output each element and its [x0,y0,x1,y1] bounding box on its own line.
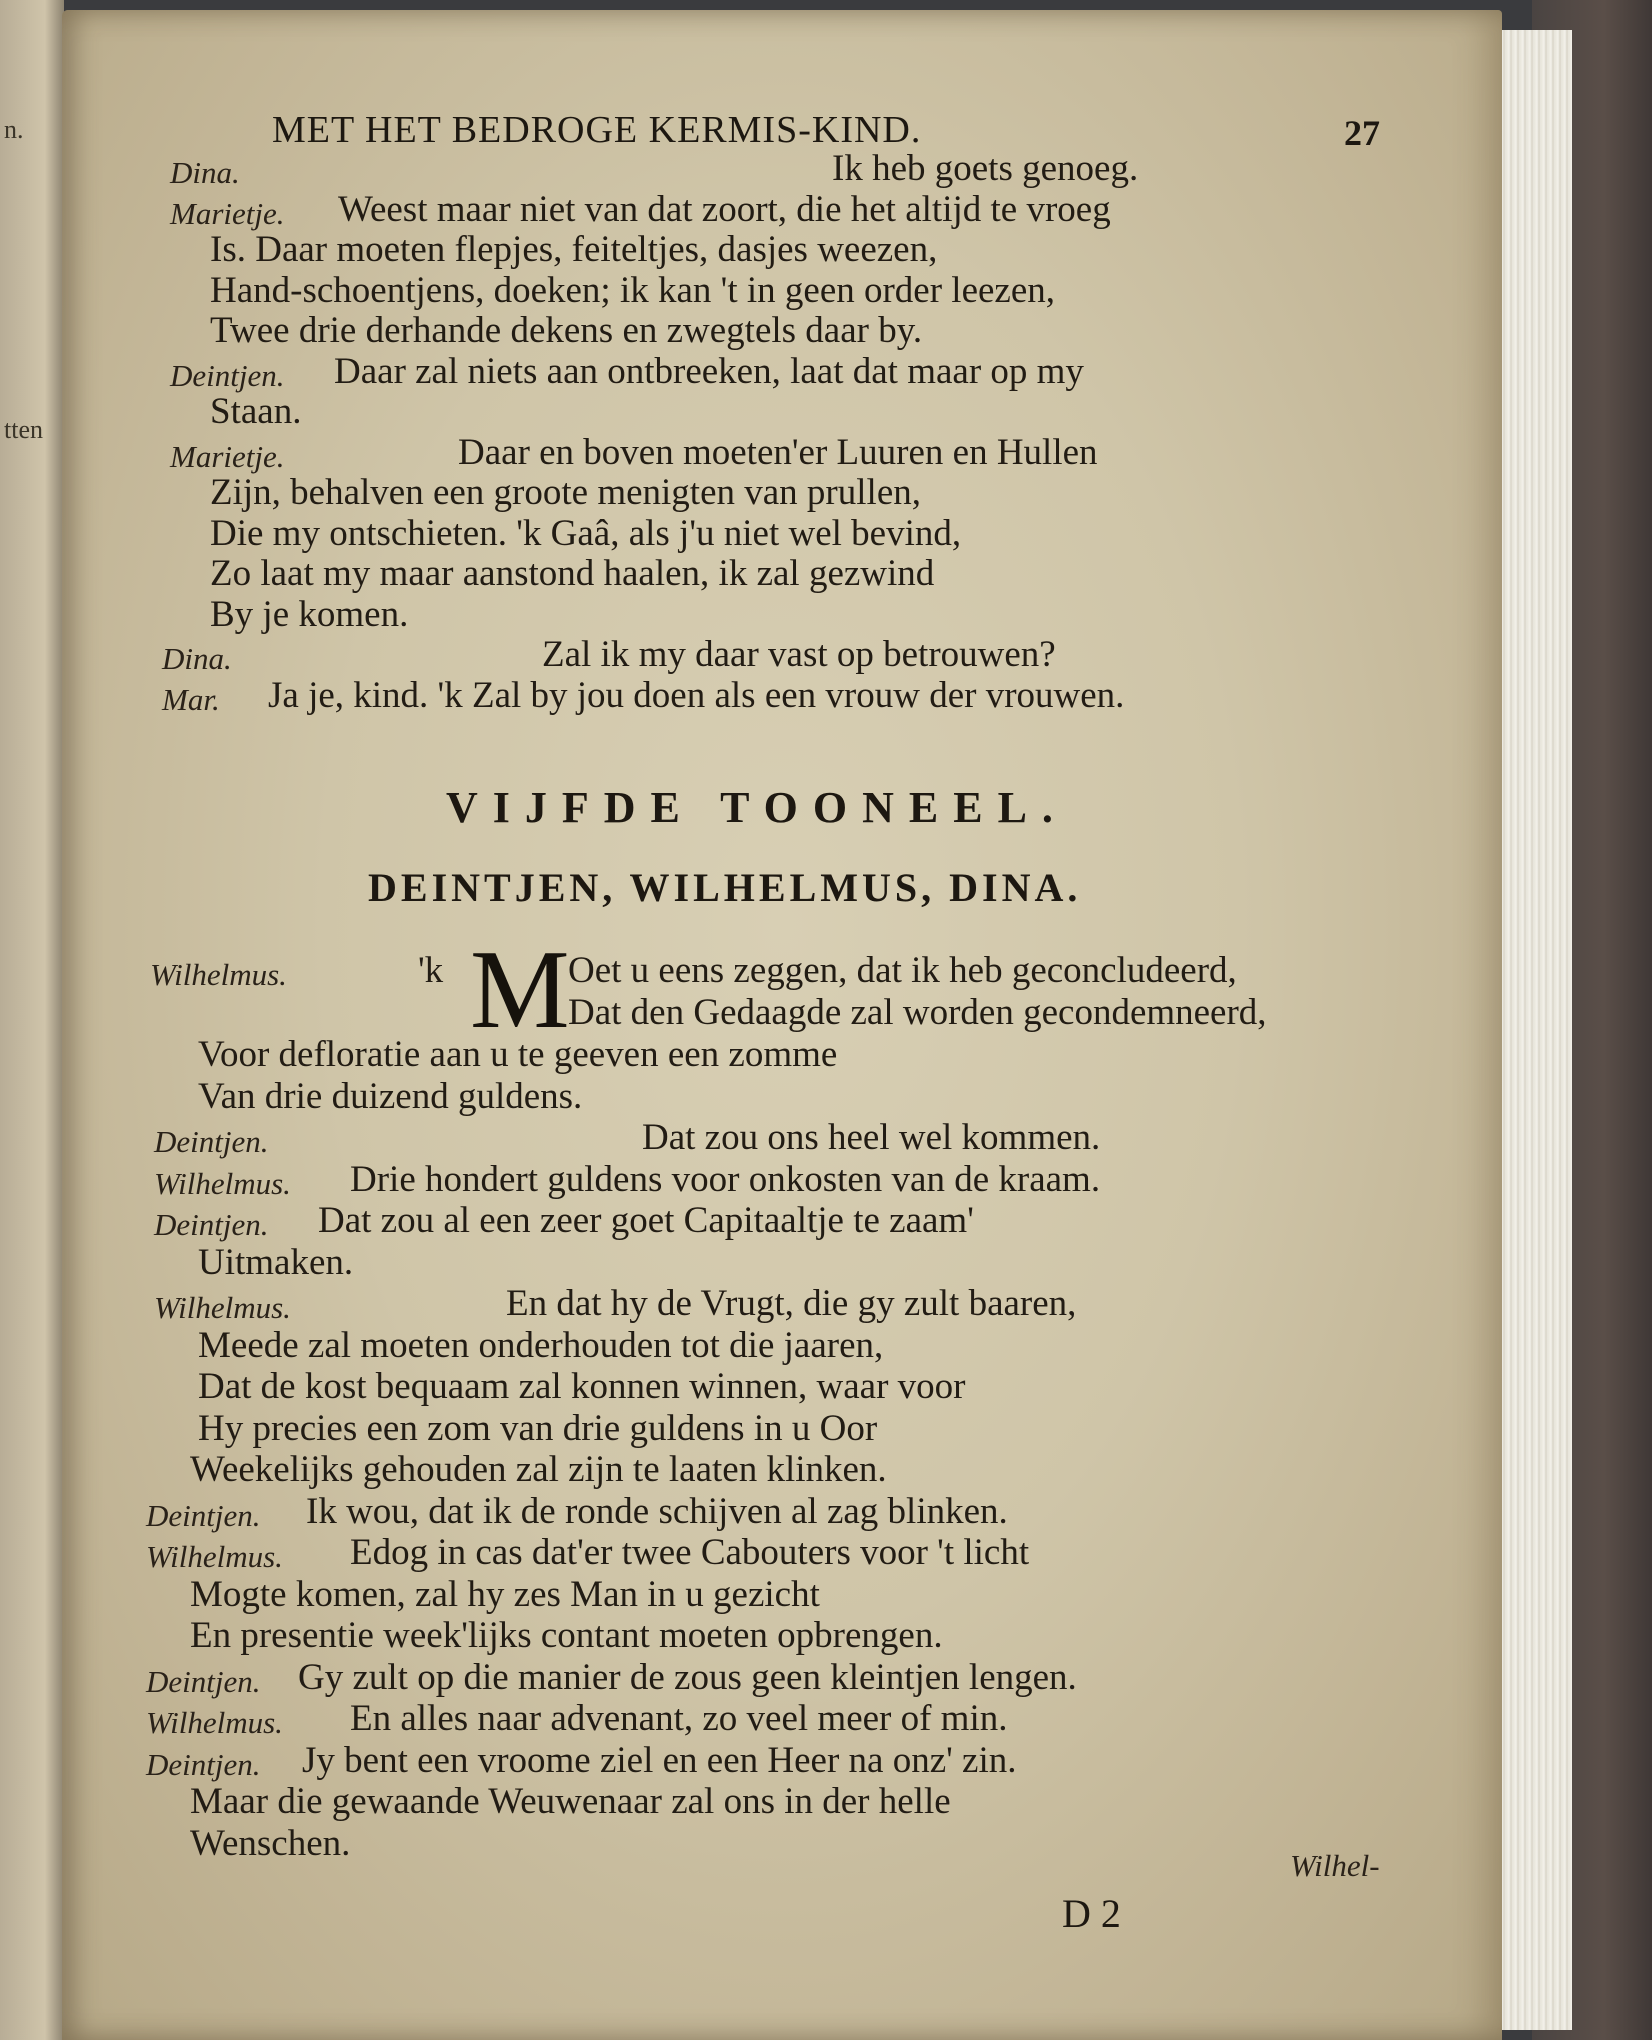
drop-cap: M [470,928,570,1052]
book-page [62,10,1502,2040]
verse-line: Wenschen. [190,1822,351,1864]
verse-line: En dat hy de Vrugt, die gy zult baaren, [506,1283,1077,1324]
opening-speaker: Wilhelmus. [150,957,287,992]
page-number: 27 [1344,113,1380,153]
verse-line: Is. Daar moeten flepjes, feiteltjes, dasjes weezen, [210,229,938,270]
speaker-name: Deintjen. [170,357,285,393]
speaker-name: Mar. [162,681,220,717]
verse-line: Maar die gewaande Weuwenaar zal ons in der helle [190,1781,951,1822]
verse-line: Ik wou, dat ik de ronde schijven al zag blinken. [306,1490,1008,1532]
speaker-name: Deintjen. [154,1124,269,1159]
speaker-name: Wilhelmus. [146,1539,283,1574]
speaker-name: Dina. [170,155,240,190]
verse-line: Dat zou ons heel wel kommen. [642,1117,1101,1158]
verse-line: By je komen. [210,593,409,635]
verse-line: Jy bent een vroome ziel en een Heer na onz' zin. [302,1739,1017,1781]
verse-line: Uitmaken. [198,1241,354,1283]
verse-line: Zo laat my maar aanstond haalen, ik zal gezwind [210,553,935,594]
verse-line: Edog in cas dat'er twee Cabouters voor 't licht [350,1532,1030,1573]
left-page-fragment: tten [4,415,43,444]
verse-line: Hand-schoentjens, doeken; ik kan 't in geen order leezen, [210,269,1056,311]
verse-line: Die my ontschieten. 'k Gaâ, als j'u niet wel bevind, [210,512,962,554]
opening-line-1: Oet u eens zeggen, dat ik heb geconcludeerd, [568,950,1237,991]
verse-line: Hy precies een zom van drie guldens in u Oor [198,1407,878,1449]
opening-prefix: 'k [418,950,444,991]
speaker-name: Deintjen. [154,1207,269,1242]
speaker-name: Marietje. [170,438,285,474]
verse-line: Daar zal niets aan ontbreeken, laat dat maar op my [334,350,1084,392]
verse-line: Van drie duizend guldens. [198,1075,583,1117]
catchword: Wilhel- [1290,1848,1380,1883]
scene-title: VIJFDE TOONEEL. [446,783,1068,832]
verse-line: Gy zult op die manier de zous geen kleintjen lengen. [298,1656,1077,1698]
verse-line: Weest maar niet van dat zoort, die het altijd te vroeg [338,188,1111,230]
verse-line: Zal ik my daar vast op betrouwen? [542,634,1056,675]
speaker-name: Marietje. [170,195,285,231]
left-page-fragment [4,260,60,410]
verse-line: Zijn, behalven een groote menigten van prullen, [210,472,921,513]
verse-line: Daar en boven moeten'er Luuren en Hullen [458,431,1098,473]
left-page-edge [0,0,64,2040]
speaker-name: Dina. [162,641,232,676]
verse-line: Twee drie derhande dekens en zwegtels daar by. [210,310,923,351]
opening-line-2: Dat den Gedaagde zal worden gecondemneerd, [568,992,1267,1033]
speaker-name: Wilhelmus. [146,1705,283,1740]
speaker-name: Wilhelmus. [154,1290,291,1325]
verse-line: En presentie week'lijks contant moeten opbrengen. [190,1615,943,1656]
verse-line: Ik heb goets genoeg. [832,148,1139,189]
verse-line: Drie hondert guldens voor onkosten van de kraam. [350,1158,1101,1200]
verse-line: Staan. [210,391,302,432]
verse-line: En alles naar advenant, zo veel meer of min. [350,1698,1008,1739]
speaker-name: Deintjen. [146,1663,261,1699]
speaker-name: Deintjen. [146,1746,261,1782]
page-edges [1490,30,1572,2030]
signature-mark: D 2 [1062,1891,1121,1936]
speaker-name: Deintjen. [146,1497,261,1533]
verse-line: Meede zal moeten onderhouden tot die jaaren, [198,1324,884,1366]
verse-line: Dat de kost bequaam zal konnen winnen, waar voor [198,1366,966,1407]
running-head: MET HET BEDROGE KERMIS-KIND. [272,109,922,151]
speaker-name: Wilhelmus. [154,1165,291,1201]
verse-line: Mogte komen, zal hy zes Man in u gezicht [190,1573,820,1615]
left-page-fragment: n. [4,115,24,144]
left-page-fragments [4,110,60,560]
verse-line: Ja je, kind. 'k Zal by jou doen als een vrouw der vrouwen. [268,674,1125,716]
verse-line: Weekelijks gehouden zal zijn te laaten klinken. [190,1449,887,1490]
verse-line: Voor defloratie aan u te geeven een zomme [198,1034,838,1075]
verse-line: Dat zou al een zeer goet Capitaaltje te zaam' [318,1200,974,1241]
scene-persons: DEINTJEN, WILHELMUS, DINA. [368,865,1082,910]
